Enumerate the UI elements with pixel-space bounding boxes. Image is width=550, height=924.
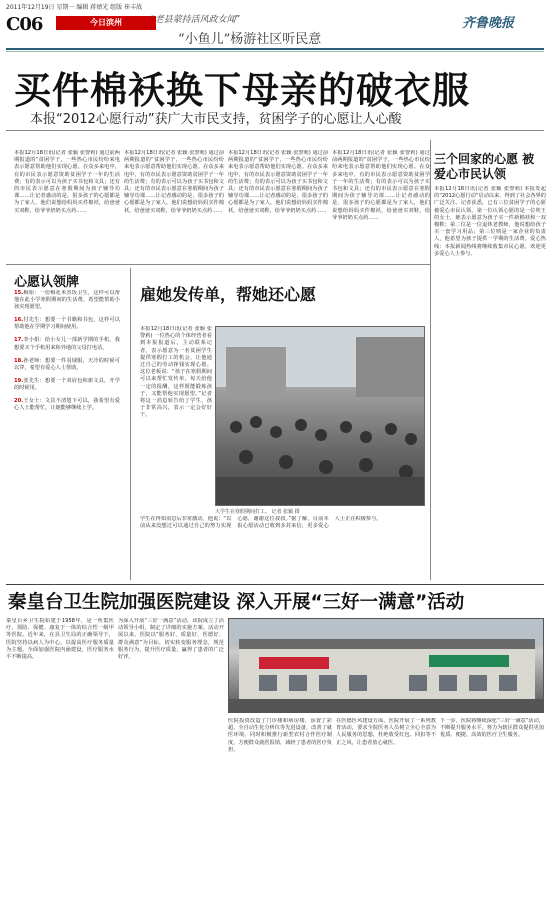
masthead-logo: 齐鲁晚报 <box>462 16 515 31</box>
page-number: C06 <box>6 14 43 35</box>
left-story-col2: 本报12月18日讯(记者 张颖 张警莉) 通过前两期报道的“贫困学子，一些热心市民纷纷来电表示愿意帮助他们实现心愿。在众多来电中，有的市民表示愿意资助贫困学子一年的生活费；有的表示可以为孩子买书包和文具；还有的市民表示愿意在寒假期间为孩子辅导功课……让记者感动的是，很多孩子的心愿都是为了家人，他们说想给妈妈买件棉袄，给爸爸买双鞋，给爷爷奶奶买点药…… <box>124 150 224 214</box>
hospital-photo <box>228 618 544 713</box>
left-story-col4: 本报12月18日讯(记者 张颖 张警莉) 通过前两期报道的“贫困学子，一些热心市民纷纷来电表示愿意帮助他们实现心愿。在众多来电中，有的市民表示愿意资助贫困学子一年的生活费；有的表示可以为孩子买书包和文具；还有的市民表示愿意在寒假期间为孩子辅导功课……让记者感动的是，很多孩子的心愿都是为了家人，他们说想给妈妈买件棉袄，给爸爸买双鞋，给爷爷奶奶买点药…… <box>332 150 430 221</box>
left-story-col3: 本报12月18日讯(记者 张颖 张警莉) 通过前两期报道的“贫困学子，一些热心市民纷纷来电表示愿意帮助他们实现心愿。在众多来电中，有的市民表示愿意资助贫困学子一年的生活费；有的表示可以为孩子买书包和文具；还有的市民表示愿意在寒假期间为孩子辅导功课……让记者感动的是，很多孩子的心愿都是为了家人，他们说想给妈妈买件棉袄，给爸爸买双鞋，给爷爷奶奶买点药…… <box>228 150 328 214</box>
side-story-body: 本报12月18日讯(记者 张颖 张警莉) 本报发起的“2012心愿行动”启动以来，得到了社会各界的广泛关注。记者获悉，已有三位贫困学子的心愿被爱心市民认领。第一位认领心愿的是一位姓王的女士，她表示愿意为孩子买一件新棉袄和一双棉鞋；第二位是一位退休老教师，他说想给孩子买一套学习用品；第三位则是一家企业的负责人，他希望为孩子提供一学期的生活费。爱心热线：本报新闻热线将继续收集市民心愿，欢迎更多爱心人士参与。 <box>434 186 546 257</box>
mid-story-body: 本报12月18日讯(记者 张颖 张警莉) 一位热心的个体经营者看到本报报道后，主动联系记者，表示愿意为一名贫困学生提供寒假打工的机会，让他通过自己的劳动挣钱实现心愿。这位老板说：“孩子在寒假期间可以来帮忙发传单，每天给他一定的报酬，这样既能锻炼孩子，又能帮他实现愿望。”记者将这一消息转告给了学生，孩子非常高兴，表示一定会好好干。 <box>140 326 212 419</box>
column-rule <box>430 140 431 580</box>
side-story-headline: 三个回家的心愿 被爱心市民认领 <box>434 152 535 181</box>
sub-headline: 本报“2012心愿行动”获广大市民支持，贫困学子的心愿让人心酸 <box>30 112 402 127</box>
section-heading-wishes: 心愿认领牌 <box>14 275 80 290</box>
list-item: 15.梅姐：一份梅花米香饭卫生，这样可以帮他在此小学寒假期间的生活费，希望能帮助小孩实现愿望。 <box>14 290 120 311</box>
divider <box>6 130 544 131</box>
crowd-photo-illustration <box>216 327 425 506</box>
bottom-story-col1: 秦皇台乡卫生院始建于1958年，是一所集医疗、预防、保健、康复于一体的综合性一级甲等医院。近年来，在县卫生局的正确领导下，医院坚持以病人为中心，以提高医疗服务质量为主题，全面加强医院内涵建设，医疗服务水平不断提高。 <box>6 618 114 661</box>
list-item: 20.王女士：文具不清楚下可以，我希望有爱心人士能帮忙，让她能够继续上学。 <box>14 398 120 412</box>
header-rule-thin <box>6 51 544 52</box>
hospital-photo-illustration <box>229 619 544 713</box>
bottom-story-col3: 医院投资改造了门诊楼和病房楼，添置了彩超、全自动生化分析仪等先进设备，改善了就医环境。同时积极推行新型农村合作医疗制度，方便群众就医报销，减轻了患者的医疗负担。 <box>228 718 332 753</box>
list-item: 16.付先生：想要一个书籍和书包，这样可以帮助他在学期学习期间使用。 <box>14 317 120 331</box>
mid-story-headline: 雇她发传单，帮她还心愿 <box>140 285 317 304</box>
column-rule <box>130 268 131 580</box>
header-rule <box>6 48 544 50</box>
bottom-story-col2: 为深入开展“三好一满意”活动，该院成立了活动领导小组，制定了详细的实施方案。活动开展以来，医院以“服务好、质量好、医德好、群众满意”为目标，切实转变服务理念，规范服务行为，提升医疗质量，赢得了患者的广泛好评。 <box>118 618 224 661</box>
wish-list <box>14 290 120 580</box>
list-item: 19.张先生：想要一个双肩包和新文具，开学的时候用。 <box>14 377 120 391</box>
section-tag: 今日滨州 <box>56 16 156 30</box>
photo-caption: 大学生在寒假期间打工。 记者 张颖 摄 <box>215 509 300 515</box>
mid-story-continued: 学生在得知消息后非常激动，他说：“以前从来没想过可以通过自己的努力实现心愿，谢谢这位叔叔。”据了解，目前本报心愿活动已收到多封来信，更多爱心人士正在积极参与。 <box>140 516 382 530</box>
divider <box>6 264 430 265</box>
left-story-col1: 本报12月18日讯(记者 张颖 张警莉) 通过前两期报道的“贫困学子，一些热心市民纷纷来电表示愿意帮助他们实现心愿。在众多来电中，有的市民表示愿意资助贫困学子一年的生活费；有的表示可以为孩子买书包和文具；还有的市民表示愿意在寒假期间为孩子辅导功课……让记者感动的是，很多孩子的心愿都是为了家人，他们说想给妈妈买件棉袄，给爸爸买双鞋，给爷爷奶奶买点药…… <box>14 150 120 214</box>
list-item: 17.李小姐：给小女儿一部新学期的手机，我想要买个手机用来和外地的父母打电话。 <box>14 337 120 351</box>
bottom-story-col5: 下一步，医院将继续深化“三好一满意”活动，不断提升服务水平，努力为辖区群众提供更加优质、便捷、高效的医疗卫生服务。 <box>440 718 544 739</box>
main-headline: 买件棉袄换下母亲的破衣服 <box>14 69 470 112</box>
divider <box>6 584 544 585</box>
list-item: 18.孙老师：想要一件羽绒服，天冷的时候可以穿，希望有爱心人士帮助。 <box>14 357 120 371</box>
crowd-photo <box>215 326 425 506</box>
slogan-main: “小鱼儿”杨游社区听民意 <box>178 32 322 47</box>
dateline: 2011年12月19日 星期一 编辑 蒋婧光 组版 崔丰战 <box>6 4 143 11</box>
bottom-story-headline: 秦皇台卫生院加强医院建设 深入开展“三好一满意”活动 <box>8 592 465 613</box>
slogan-top: “老县蒙持活风政女闻” <box>150 15 241 25</box>
bottom-story-col4: 在医德医风建设方面，医院开展了一系列教育活动，要求全院医务人员树立全心全意为人民服务的思想，杜绝收受红包、回扣等不正之风，让患者放心就医。 <box>336 718 436 746</box>
